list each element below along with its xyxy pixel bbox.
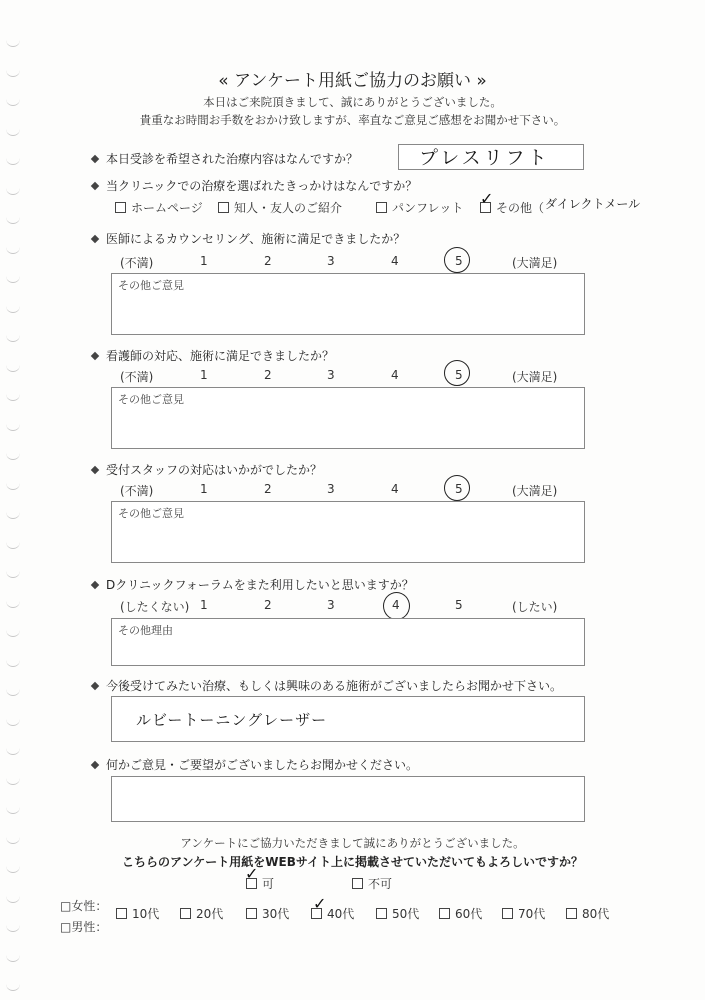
check-mark-icon: ✓	[313, 894, 327, 913]
q2-option-referral[interactable]: 知人・友人のご紹介	[218, 199, 342, 216]
q5-scale-4[interactable]: 4	[391, 482, 399, 496]
binder-hole	[6, 483, 20, 490]
q6-comment-box[interactable]	[111, 618, 585, 666]
binder-hole	[6, 660, 20, 667]
binder-hole	[6, 306, 20, 313]
selection-circle	[444, 475, 470, 501]
q6-scale-5[interactable]: 5	[455, 598, 463, 612]
age-option-10s[interactable]: 10代	[116, 905, 159, 922]
binder-hole	[6, 601, 20, 608]
age-option-30s[interactable]: 30代	[246, 905, 289, 922]
q5-scale-high: (大満足)	[512, 484, 558, 498]
q3-scale-1[interactable]: 1	[200, 254, 208, 268]
binder-hole	[6, 158, 20, 165]
checkbox-icon	[115, 202, 126, 213]
q1-handwritten-answer: プレスリフト	[419, 147, 550, 169]
binder-hole	[6, 394, 20, 401]
diamond-bullet-icon	[91, 154, 99, 162]
page-title: « アンケート用紙ご協力のお願い »	[218, 71, 487, 91]
q3-scale-high: (大満足)	[512, 256, 558, 270]
age-option-60s[interactable]: 60代	[439, 905, 482, 922]
age-option-40s[interactable]: 40代	[311, 905, 354, 922]
q5-scale-low: (不満)	[120, 484, 154, 498]
q3-scale-4[interactable]: 4	[391, 254, 399, 268]
intro-line-1: 本日はご来院頂きまして、誠にありがとうございました。	[203, 95, 502, 109]
q4-scale-4[interactable]: 4	[391, 368, 399, 382]
q2-option-other[interactable]: その他（	[480, 199, 544, 216]
binder-hole	[6, 571, 20, 578]
q7-answer-box[interactable]	[111, 696, 585, 742]
binder-hole	[6, 630, 20, 637]
q5-scale-1[interactable]: 1	[200, 482, 208, 496]
checkbox-icon	[180, 908, 191, 919]
binder-hole	[6, 542, 20, 549]
q6-scale-low: (したくない)	[120, 600, 190, 614]
diamond-bullet-icon	[91, 580, 99, 588]
q4-scale-low: (不満)	[120, 370, 154, 384]
q7-question: 今後受けてみたい治療、もしくは興味のある施術がございましたらお聞かせ下さい。	[92, 677, 562, 694]
publish-no-option[interactable]: 不可	[352, 875, 392, 892]
q5-scale-3[interactable]: 3	[327, 482, 335, 496]
q3-comment-box[interactable]	[111, 273, 585, 335]
binder-hole	[6, 453, 20, 460]
q4-scale-5[interactable]: 5	[455, 368, 463, 382]
q5-scale-5[interactable]: 5	[455, 482, 463, 496]
q2-option-pamphlet[interactable]: パンフレット	[376, 199, 463, 216]
checkbox-icon	[218, 202, 229, 213]
checkbox-icon	[566, 908, 577, 919]
age-option-70s[interactable]: 70代	[502, 905, 545, 922]
selection-circle	[444, 247, 470, 273]
binder-hole	[6, 424, 20, 431]
q4-question: 看護師の対応、施術に満足できましたか？	[92, 347, 334, 364]
binder-hole	[6, 778, 20, 785]
binder-hole	[6, 276, 20, 283]
binder-hole	[6, 247, 20, 254]
q4-scale-1[interactable]: 1	[200, 368, 208, 382]
q4-comment-label: その他ご意見	[118, 393, 184, 406]
checkbox-icon	[116, 908, 127, 919]
q3-scale-5[interactable]: 5	[455, 254, 463, 268]
diamond-bullet-icon	[91, 681, 99, 689]
q8-question: 何かご意見・ご要望がございましたらお聞かせください。	[92, 756, 418, 773]
checkbox-icon	[439, 908, 450, 919]
q3-scale-3[interactable]: 3	[327, 254, 335, 268]
closing-thanks: アンケートにご協力いただきまして誠にありがとうございました。	[180, 836, 525, 850]
diamond-bullet-icon	[91, 234, 99, 242]
q5-comment-box[interactable]	[111, 501, 585, 563]
binder-hole	[6, 748, 20, 755]
checkbox-icon	[352, 878, 363, 889]
binder-hole	[6, 129, 20, 136]
diamond-bullet-icon	[91, 465, 99, 473]
age-option-80s[interactable]: 80代	[566, 905, 609, 922]
intro-line-2: 貴重なお時間お手数をおかけ致しますが、率直なご意見ご感想をお聞かせ下さい。	[139, 113, 566, 127]
binder-hole	[6, 807, 20, 814]
binder-hole	[6, 984, 20, 991]
q5-question: 受付スタッフの対応はいかがでしたか？	[92, 461, 322, 478]
binder-hole	[6, 719, 20, 726]
q4-scale-high: (大満足)	[512, 370, 558, 384]
age-option-50s[interactable]: 50代	[376, 905, 419, 922]
q6-scale-high: (したい)	[512, 600, 558, 614]
q8-answer-box[interactable]	[111, 776, 585, 822]
binder-hole	[6, 896, 20, 903]
diamond-bullet-icon	[91, 181, 99, 189]
q4-scale-3[interactable]: 3	[327, 368, 335, 382]
age-option-20s[interactable]: 20代	[180, 905, 223, 922]
q2-question: 当クリニックでの治療を選ばれたきっかけはなんですか？	[92, 177, 417, 194]
gender-male-option[interactable]: □男性：	[60, 920, 108, 934]
publish-yes-option[interactable]: 可	[246, 875, 274, 892]
q6-scale-3[interactable]: 3	[327, 598, 335, 612]
q4-comment-box[interactable]	[111, 387, 585, 449]
binder-hole	[6, 217, 20, 224]
q4-scale-2[interactable]: 2	[264, 368, 272, 382]
q3-question: 医師によるカウンセリング、施術に満足できましたか？	[92, 230, 405, 247]
checkbox-icon	[376, 908, 387, 919]
q1-question: 本日受診を希望された治療内容はなんですか？	[92, 150, 358, 167]
binder-hole	[6, 188, 20, 195]
publish-question: こちらのアンケート用紙をWEBサイト上に掲載させていただいてもよろしいですか？	[121, 855, 584, 869]
check-mark-icon: ✓	[245, 864, 259, 883]
binder-hole	[6, 335, 20, 342]
selection-circle	[383, 592, 410, 620]
binder-hole	[6, 365, 20, 372]
q6-comment-label: その他理由	[118, 624, 173, 637]
q2-other-handwritten: ダイレクトメール	[545, 197, 641, 211]
q2-option-homepage[interactable]: ホームページ	[115, 199, 203, 216]
q5-comment-label: その他ご意見	[118, 507, 184, 520]
check-mark-icon: ✓	[480, 189, 494, 208]
checkbox-icon	[246, 908, 257, 919]
diamond-bullet-icon	[91, 351, 99, 359]
gender-female-option[interactable]: □女性：	[60, 899, 108, 913]
q6-scale-4[interactable]: 4	[392, 598, 400, 612]
q6-scale-1[interactable]: 1	[200, 598, 208, 612]
q3-scale-2[interactable]: 2	[264, 254, 272, 268]
checkbox-icon	[502, 908, 513, 919]
binder-hole	[6, 512, 20, 519]
binder-hole	[6, 689, 20, 696]
binder-hole	[6, 40, 20, 47]
q6-question: Dクリニックフォーラムをまた利用したいと思いますか？	[92, 576, 414, 593]
binder-hole	[6, 955, 20, 962]
q3-scale-low: (不満)	[120, 256, 154, 270]
q6-scale-2[interactable]: 2	[264, 598, 272, 612]
selection-circle	[444, 360, 470, 386]
q5-scale-2[interactable]: 2	[264, 482, 272, 496]
diamond-bullet-icon	[91, 760, 99, 768]
q3-comment-label: その他ご意見	[118, 279, 184, 292]
binder-hole	[6, 925, 20, 932]
q1-answer-box[interactable]	[398, 144, 584, 170]
q7-handwritten-answer: ルビートーニングレーザー	[136, 711, 328, 729]
checkbox-icon	[376, 202, 387, 213]
